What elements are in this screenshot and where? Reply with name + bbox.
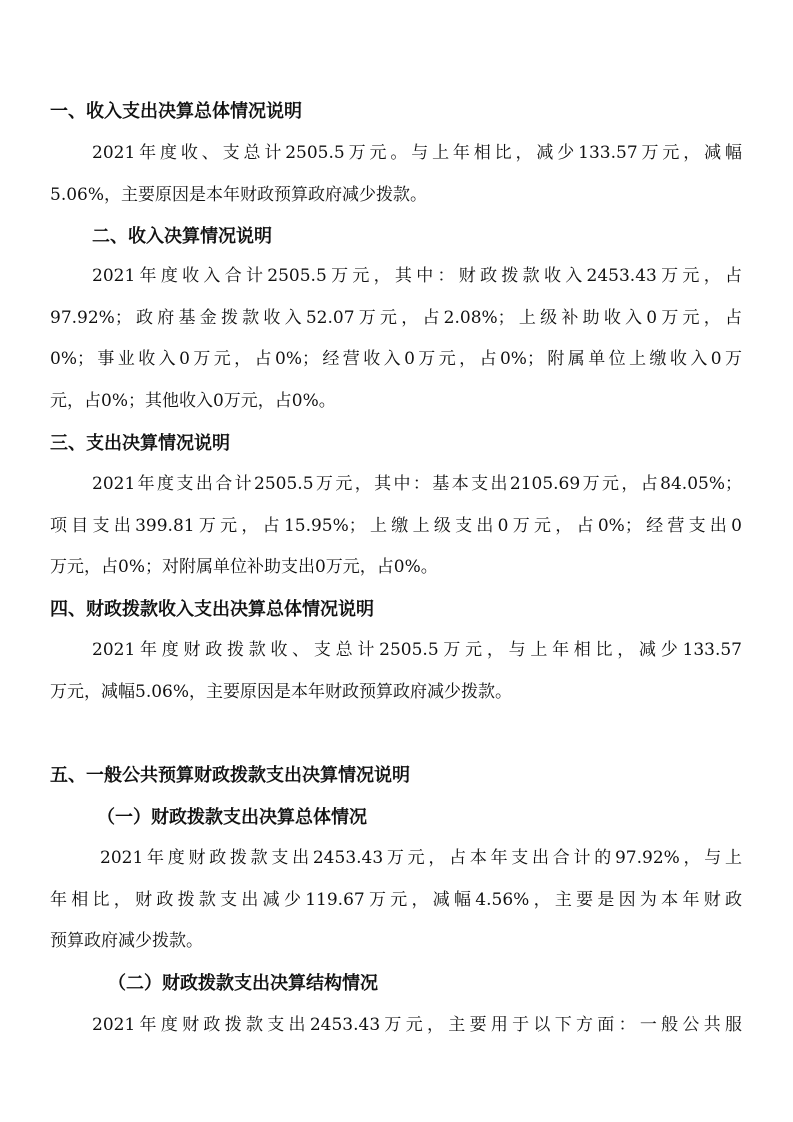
paragraph-line: 2021年度财政拨款支出2453.43万元，主要用于以下方面：一般公共服 xyxy=(92,1015,742,1035)
section-paragraph-3 xyxy=(50,464,742,589)
section-heading-5: 五、一般公共预算财政拨款支出决算情况说明 xyxy=(50,765,410,786)
subsection-paragraph-2 xyxy=(50,1005,742,1047)
paragraph-line: 元，占0%；其他收入0万元，占0%。 xyxy=(50,390,336,411)
paragraph-line: 2021年度财政拨款支出2453.43万元，占本年支出合计的97.92%，与上 xyxy=(100,848,742,868)
paragraph-line: 2021年度收、支总计2505.5万元。与上年相比，减少133.57万元，减幅 xyxy=(92,143,742,163)
paragraph-line: 万元，占0%；对附属单位补助支出0万元，占0%。 xyxy=(50,557,438,577)
subsection-heading-1: （一）财政拨款支出决算总体情况 xyxy=(97,807,367,828)
subsection-paragraph-1 xyxy=(50,838,742,963)
subsection-heading-2: （二）财政拨款支出决算结构情况 xyxy=(108,973,378,994)
paragraph-line: 年相比，财政拨款支出减少119.67万元，减幅4.56%，主要是因为本年财政 xyxy=(50,889,742,910)
paragraph-line: 2021年度财政拨款收、支总计2505.5万元，与上年相比，减少133.57 xyxy=(92,640,742,660)
section-paragraph-1 xyxy=(50,133,742,216)
section-paragraph-4 xyxy=(50,630,742,713)
section-heading-1: 一、收入支出决算总体情况说明 xyxy=(50,101,302,122)
paragraph-line: 0%；事业收入0万元，占0%；经营收入0万元，占0%；附属单位上缴收入0万 xyxy=(50,349,742,369)
paragraph-line: 2021年度支出合计2505.5万元，其中：基本支出2105.69万元，占84.05%； xyxy=(92,474,742,494)
section-heading-2: 二、收入决算情况说明 xyxy=(92,226,272,247)
section-paragraph-2 xyxy=(50,256,742,422)
paragraph-line: 万元，减幅5.06%，主要原因是本年财政预算政府减少拨款。 xyxy=(50,681,513,702)
section-heading-4: 四、财政拨款收入支出决算总体情况说明 xyxy=(50,599,374,620)
paragraph-line: 2021年度收入合计2505.5万元，其中：财政拨款收入2453.43万元，占 xyxy=(92,266,742,286)
section-heading-3: 三、支出决算情况说明 xyxy=(50,433,230,454)
paragraph-line: 项目支出399.81万元，占15.95%；上缴上级支出0万元，占0%；经营支出0 xyxy=(50,515,742,536)
paragraph-line: 5.06%，主要原因是本年财政预算政府减少拨款。 xyxy=(50,184,428,205)
paragraph-line: 预算政府减少拨款。 xyxy=(50,931,203,951)
paragraph-line: 97.92%；政府基金拨款收入52.07万元，占2.08%；上级补助收入0万元，占 xyxy=(50,307,742,328)
